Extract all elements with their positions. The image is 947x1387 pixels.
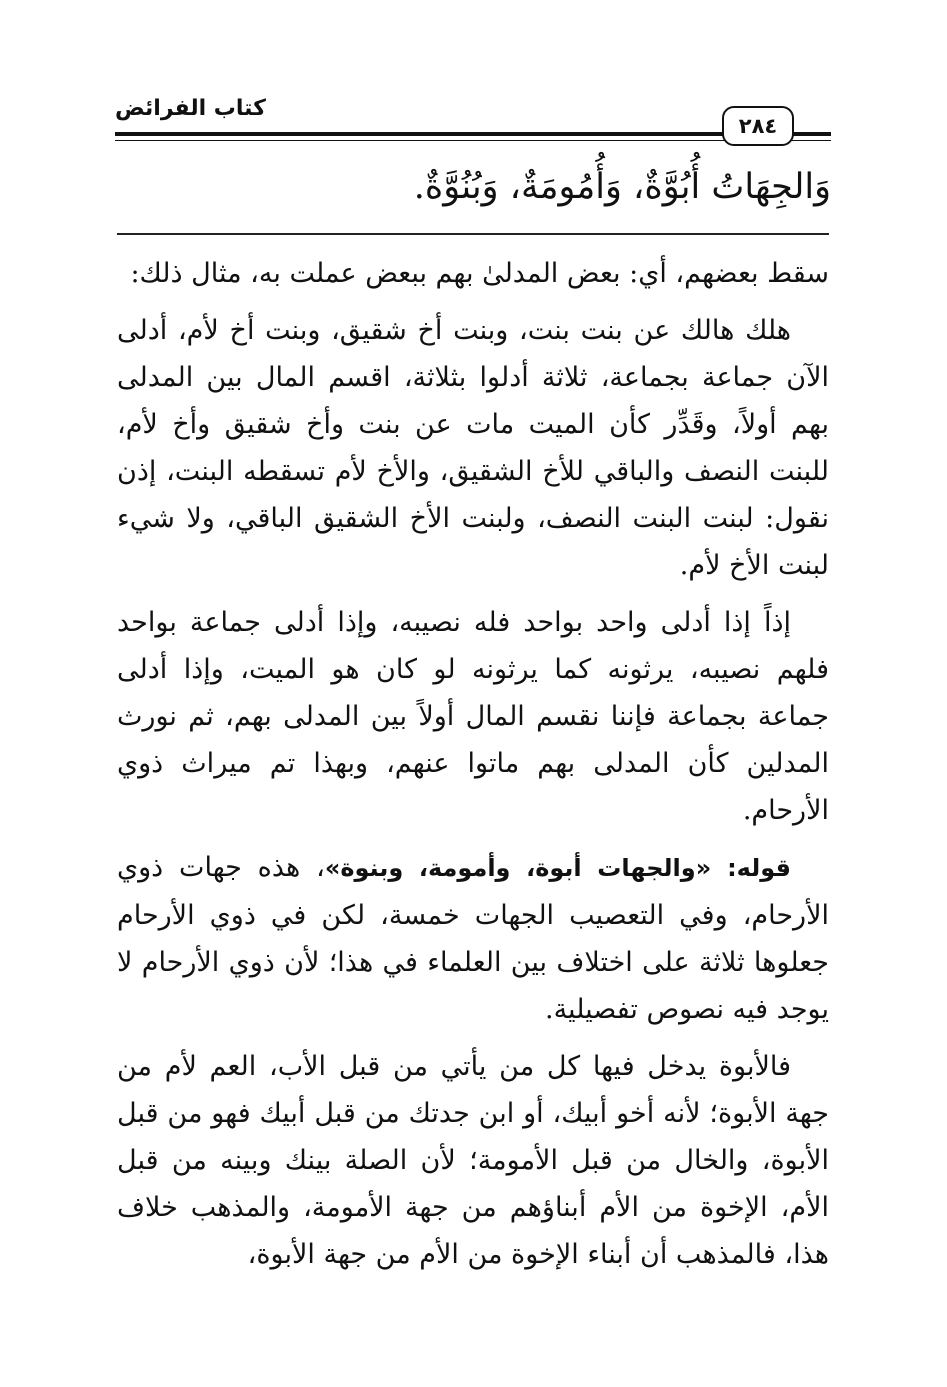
commentary-quote: «والجهات أبوة، وأمومة، وبنوة» [324,854,712,882]
section-divider [117,233,829,235]
paragraph: فالأبوة يدخل فيها كل من يأتي من قبل الأب، العم لأم من جهة الأبوة؛ لأنه أخو أبيك، أو ابن جدتك من قبل أبيك فهو من قبل الأبوة، والخال من قبل الأمومة؛ لأن الصلة بينك وبينه من قبل الأم، الإخوة من الأم أبناؤهم من جهة الأمومة، والمذهب خلاف هذا، فالمذهب أن أبناء الإخوة من الأم من جهة الأبوة، [117,1051,829,1270]
commentary-paragraph [117,844,829,1033]
commentary-body [117,250,829,1288]
matn-verse: وَالجِهَاتُ أُبُوَّةٌ، وَأُمُومَةٌ، وَبُنُوَّةٌ. [413,167,831,207]
page-header [115,96,831,152]
paragraph: هلك هالك عن بنت بنت، وبنت أخ شقيق، وبنت أخ لأم، أدلى الآن جماعة بجماعة، ثلاثة أدلوا بثلاثة، اقسم المال بين المدلى بهم أولاً، وقَدِّر كأن الميت مات عن بنت وأخ شقيق وأخ لأم، للبنت النصف والباقي للأخ الشقيق، والأخ لأم تسقطه البنت، إذن نقول: لبنت البنت النصف، ولبنت الأخ الشقيق الباقي، ولا شيء لبنت الأخ لأم. [117,315,829,581]
page-number: ٢٨٤ [722,106,794,146]
book-title: كتاب الفرائض [115,96,266,121]
commentary-text: ، هذه جهات ذوي الأرحام، وفي التعصيب الجهات خمسة، لكن في ذوي الأرحام جعلوها ثلاثة على اختلاف بين العلماء في هذا؛ لأن ذوي الأرحام لا يوجد فيه نصوص تفصيلية. [117,852,829,1025]
paragraph: إذاً إذا أدلى واحد بواحد فله نصيبه، وإذا أدلى جماعة بواحد فلهم نصيبه، يرثونه كما يرثونه لو كان هو الميت، وإذا أدلى جماعة بجماعة فإننا نقسم المال أولاً بين المدلى بهم، ثم نورث المدلين كأن المدلى بهم ماتوا عنهم، وبهذا تم ميراث ذوي الأرحام. [117,607,829,826]
commentary-lead: قوله: [727,854,792,882]
paragraph: سقط بعضهم، أي: بعض المدلىٰ بهم ببعض عملت به، مثال ذلك: [130,258,829,289]
